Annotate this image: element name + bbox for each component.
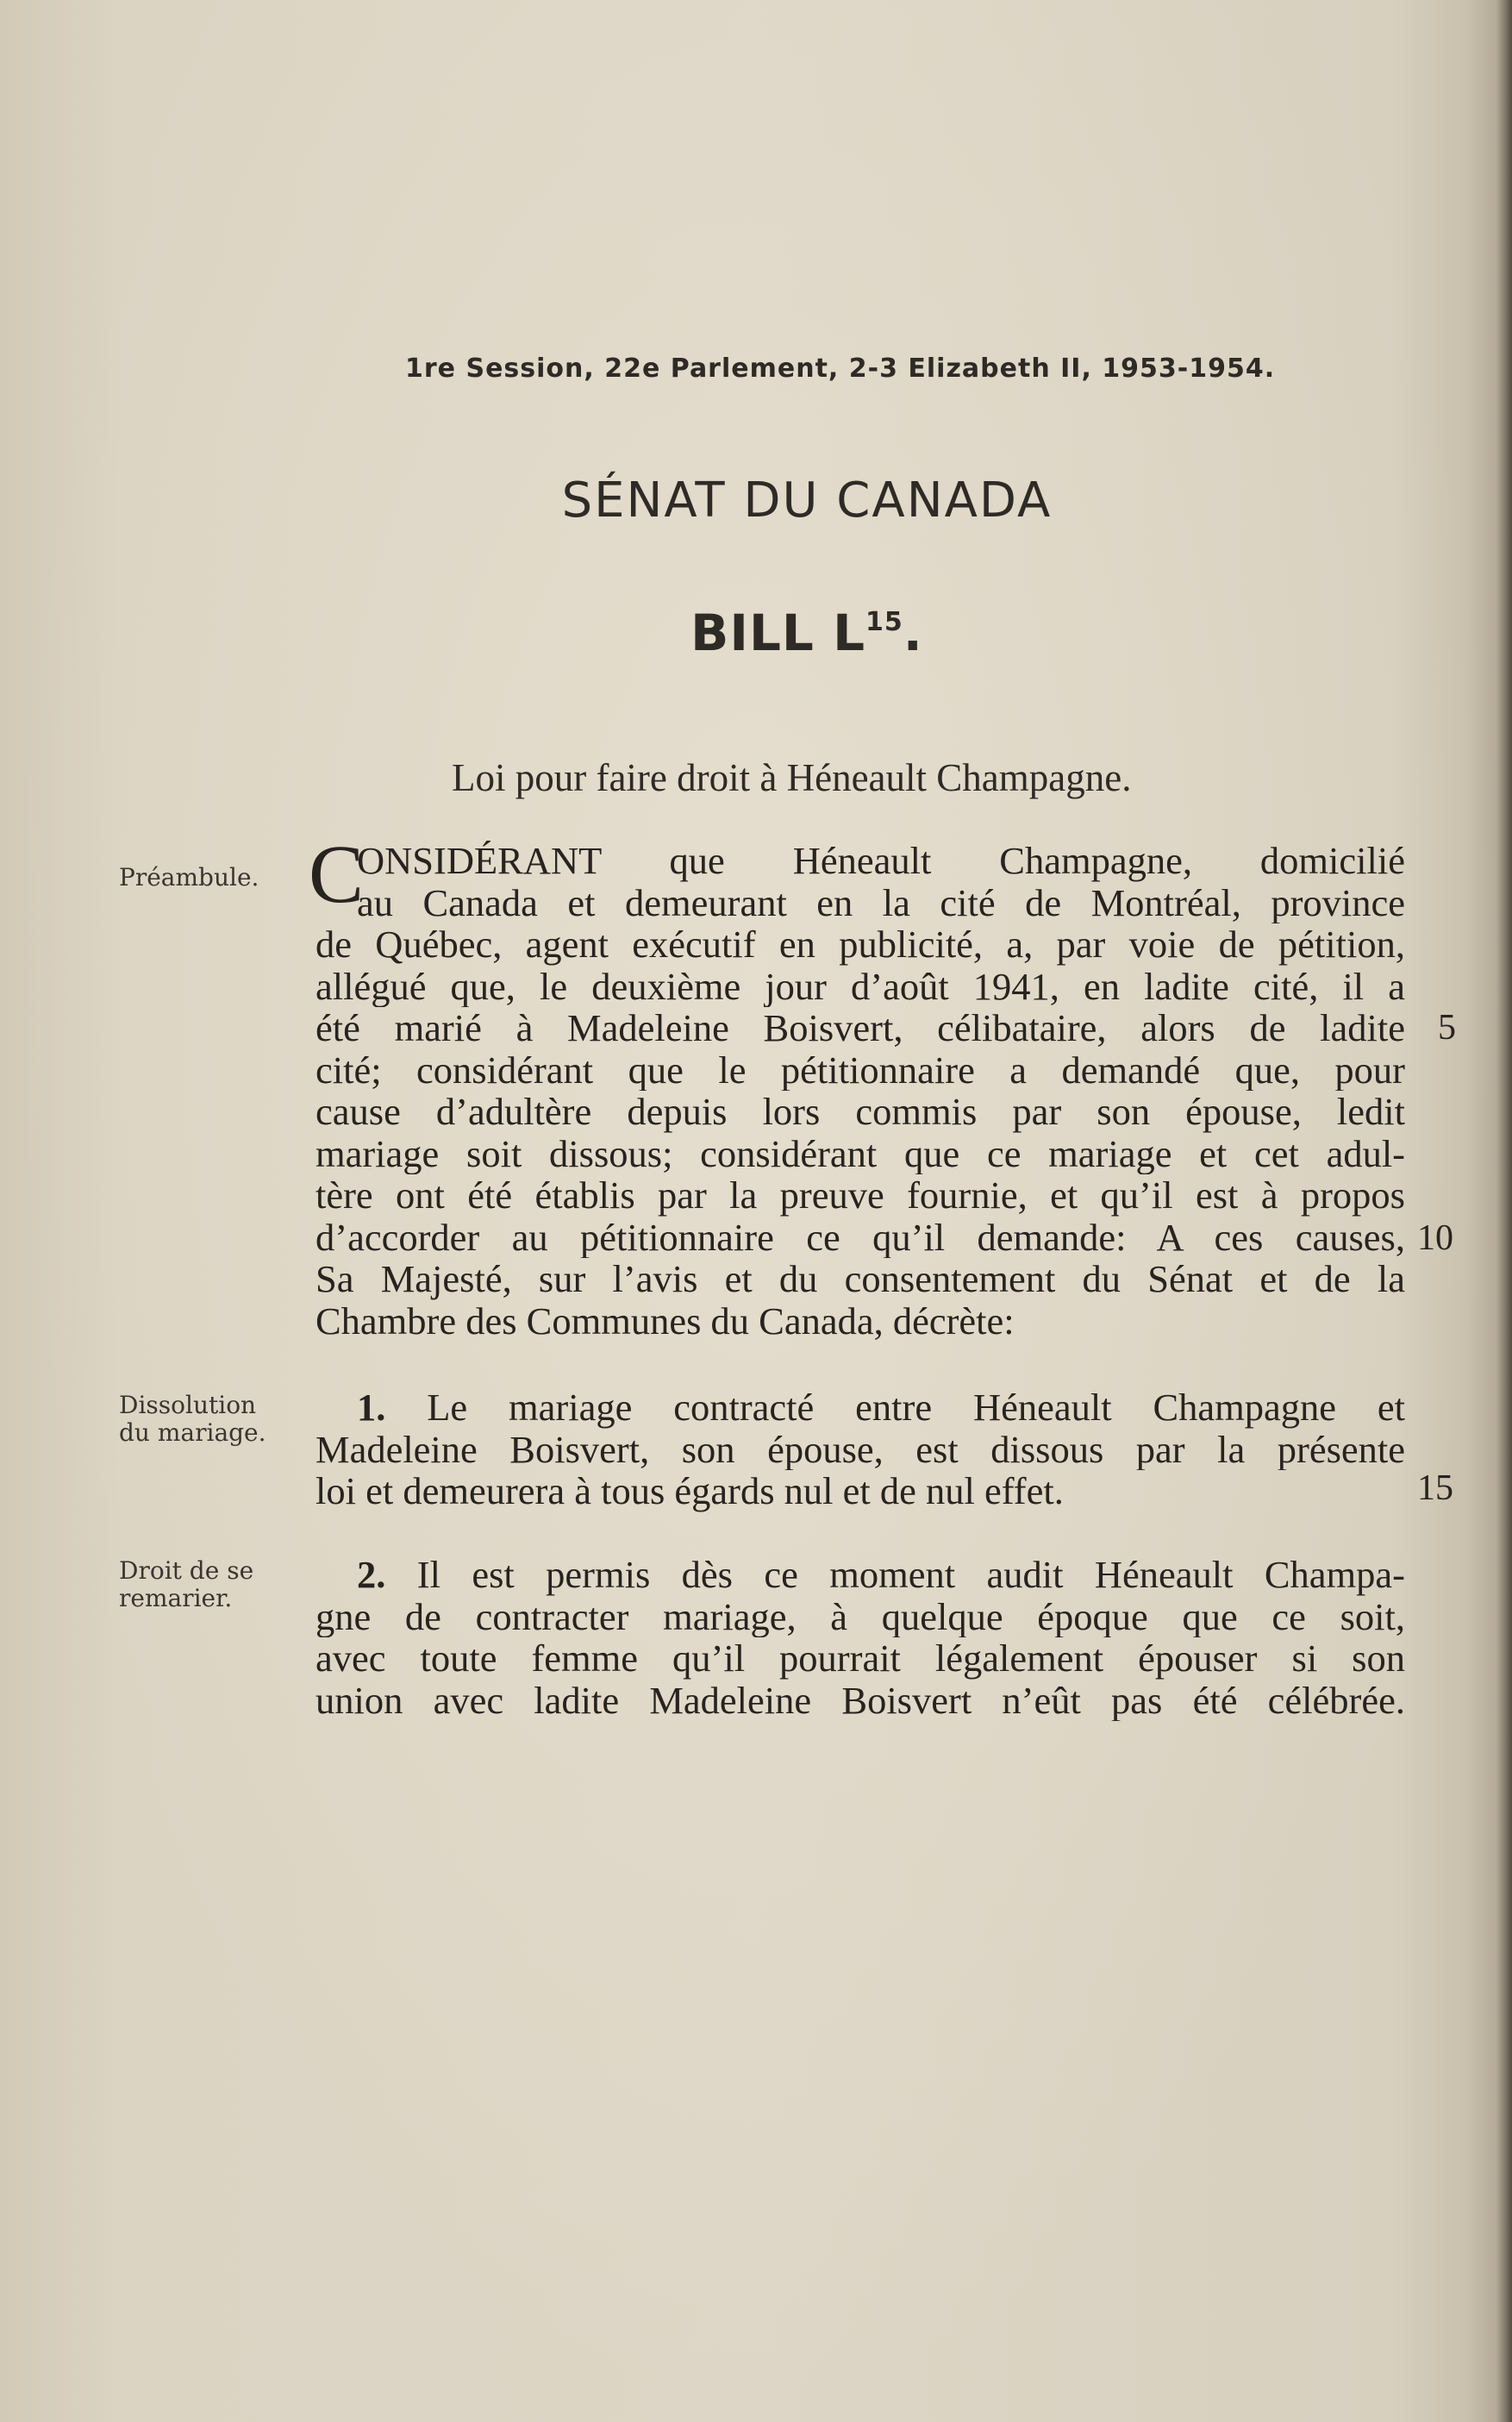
- margin-note-dissolution: [119, 1392, 266, 1447]
- line-number-15: 15: [1417, 1468, 1453, 1508]
- section-2-number: 2.: [357, 1554, 386, 1596]
- margin-note-dissolution-line2: du mariage.: [119, 1418, 266, 1447]
- section-2-line: gne de contracter mariage, à quelque époque que ce soit,: [316, 1595, 1405, 1637]
- section-1-line: loi et demeurera à tous égards nul et de nul effet.: [316, 1469, 1064, 1512]
- section-1-line: Madeleine Boisvert, son épouse, est dissous par la présente: [316, 1428, 1405, 1470]
- margin-note-dissolution-line1: Dissolution: [119, 1391, 257, 1419]
- section-2-line: Il est permis dès ce moment audit Héneault Champa-: [416, 1554, 1405, 1596]
- bill-title: [0, 604, 1512, 662]
- preamble-line: d’accorder au pétitionnaire ce qu’il demande: A ces causes,: [316, 1216, 1405, 1258]
- preamble-line: cause d’adultère depuis lors commis par son épouse, ledit: [316, 1091, 1405, 1133]
- preamble-dropcap: C: [309, 828, 365, 920]
- preamble-line: allégué que, le deuxième jour d’août 1941, en ladite cité, il a: [316, 965, 1405, 1007]
- preamble-line: mariage soit dissous; considérant que ce mariage et cet adul-: [316, 1132, 1405, 1174]
- preamble-line: Chambre des Communes du Canada, décrète:: [316, 1299, 1015, 1342]
- preamble-line: tère ont été établis par la preuve fournie, et qu’il est à propos: [316, 1174, 1405, 1217]
- bill-number: 15: [865, 607, 903, 637]
- section-2-line: union avec ladite Madeleine Boisvert n’eût pas été célébrée.: [316, 1679, 1405, 1721]
- session-line: 1re Session, 22e Parlement, 2-3 Elizabeth II, 1953-1954.: [405, 354, 1276, 384]
- preamble-line: de Québec, agent exécutif en publicité, a, par voie de pétition,: [316, 923, 1405, 966]
- act-title: Loi pour faire droit à Héneault Champagne.: [452, 756, 1132, 799]
- chamber-title: SÉNAT DU CANADA: [561, 473, 1053, 529]
- section-2-line: avec toute femme qu’il pourrait légalement épouser si son: [316, 1637, 1405, 1680]
- section-1: [316, 1386, 1405, 1512]
- bill-prefix: BILL L: [690, 604, 866, 662]
- section-1-number: 1.: [357, 1386, 386, 1429]
- section-2-first-line: [316, 1554, 1405, 1596]
- preamble-line: cité; considérant que le pétitionnaire a demandé que, pour: [316, 1048, 1405, 1091]
- preamble-line: ONSIDÉRANT que Héneault Champagne, domicilié: [357, 840, 1405, 882]
- preamble-text: [316, 840, 1405, 1342]
- bill-suffix: .: [903, 604, 923, 662]
- margin-note-preamble: [119, 864, 259, 892]
- margin-note-remarry: [119, 1557, 253, 1612]
- preamble-line: été marié à Madeleine Boisvert, célibataire, alors de ladite: [316, 1007, 1405, 1049]
- margin-note-preamble-text: Préambule.: [119, 863, 259, 892]
- page-edge-shadow: [1496, 0, 1512, 2422]
- line-number-5: 5: [1438, 1008, 1456, 1048]
- margin-note-remarry-line1: Droit de se: [119, 1556, 254, 1585]
- section-2: [316, 1554, 1405, 1721]
- preamble-line: Sa Majesté, sur l’avis et du consentement du Sénat et de la: [316, 1258, 1405, 1300]
- margin-note-remarry-line2: remarier.: [119, 1584, 233, 1612]
- section-1-first-line: [316, 1386, 1405, 1429]
- preamble-line: au Canada et demeurant en la cité de Montréal, province: [357, 881, 1405, 923]
- section-1-line: Le mariage contracté entre Héneault Champagne et: [427, 1386, 1405, 1429]
- line-number-10: 10: [1417, 1218, 1453, 1258]
